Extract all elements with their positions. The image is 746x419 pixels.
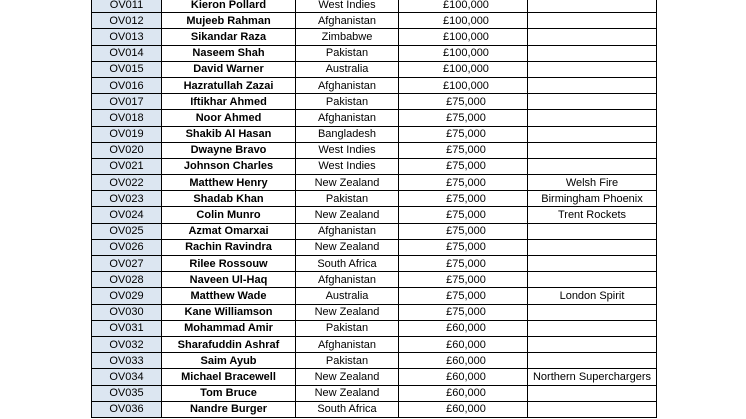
cell-player-id[interactable]: OV015	[92, 61, 162, 77]
cell-fee[interactable]: £100,000	[399, 61, 528, 77]
table-body	[92, 0, 657, 417]
cell-player-name[interactable]: Iftikhar Ahmed	[162, 94, 296, 110]
cell-team[interactable]	[528, 353, 657, 369]
cell-player-name[interactable]: Johnson Charles	[162, 158, 296, 174]
cell-player-id[interactable]: OV016	[92, 77, 162, 93]
cell-team[interactable]	[528, 304, 657, 320]
cell-player-id[interactable]: OV030	[92, 304, 162, 320]
cell-fee[interactable]: £60,000	[399, 385, 528, 401]
cell-player-name[interactable]: Azmat Omarxai	[162, 223, 296, 239]
cell-fee[interactable]: £60,000	[399, 353, 528, 369]
table-row	[92, 158, 657, 174]
cell-player-id[interactable]: OV036	[92, 401, 162, 417]
cell-team[interactable]	[528, 77, 657, 93]
cell-player-name[interactable]: Mujeeb Rahman	[162, 13, 296, 29]
cell-fee[interactable]: £75,000	[399, 223, 528, 239]
cell-player-id[interactable]: OV022	[92, 175, 162, 191]
cell-player-id[interactable]: OV032	[92, 336, 162, 352]
cell-team[interactable]	[528, 94, 657, 110]
cell-team[interactable]	[528, 256, 657, 272]
table-row	[92, 304, 657, 320]
cell-team[interactable]: Welsh Fire	[528, 175, 657, 191]
cell-player-id[interactable]: OV011	[92, 0, 162, 13]
cell-team[interactable]	[528, 110, 657, 126]
cell-team[interactable]: Trent Rockets	[528, 207, 657, 223]
table-row	[92, 223, 657, 239]
cell-fee[interactable]: £75,000	[399, 94, 528, 110]
cell-player-id[interactable]: OV018	[92, 110, 162, 126]
cell-fee[interactable]: £100,000	[399, 29, 528, 45]
table-row	[92, 239, 657, 255]
table-row	[92, 320, 657, 336]
table-row	[92, 94, 657, 110]
cell-fee[interactable]: £100,000	[399, 0, 528, 13]
cell-country[interactable]: Bangladesh	[296, 126, 399, 142]
cell-player-name[interactable]: Noor Ahmed	[162, 110, 296, 126]
cell-player-id[interactable]: OV035	[92, 385, 162, 401]
cell-country[interactable]: West Indies	[296, 158, 399, 174]
cell-player-name[interactable]: Kane Williamson	[162, 304, 296, 320]
cell-player-id[interactable]: OV023	[92, 191, 162, 207]
cell-fee[interactable]: £60,000	[399, 320, 528, 336]
cell-fee[interactable]: £60,000	[399, 336, 528, 352]
cell-team[interactable]	[528, 0, 657, 13]
cell-player-id[interactable]: OV017	[92, 94, 162, 110]
cell-player-name[interactable]: Rachin Ravindra	[162, 239, 296, 255]
cell-team[interactable]	[528, 142, 657, 158]
cell-fee[interactable]: £75,000	[399, 272, 528, 288]
cell-country[interactable]: Afghanistan	[296, 336, 399, 352]
table-row	[92, 256, 657, 272]
cell-player-name[interactable]: Sharafuddin Ashraf	[162, 336, 296, 352]
cell-player-name[interactable]: Sikandar Raza	[162, 29, 296, 45]
cell-country[interactable]: Zimbabwe	[296, 29, 399, 45]
cell-player-id[interactable]: OV028	[92, 272, 162, 288]
cell-player-id[interactable]: OV027	[92, 256, 162, 272]
table-row	[92, 336, 657, 352]
cell-fee[interactable]: £60,000	[399, 401, 528, 417]
cell-country[interactable]: Afghanistan	[296, 13, 399, 29]
table-row	[92, 191, 657, 207]
table-row	[92, 272, 657, 288]
cell-team[interactable]	[528, 239, 657, 255]
table-row	[92, 13, 657, 29]
table-row	[92, 385, 657, 401]
cell-country[interactable]: New Zealand	[296, 369, 399, 385]
cell-player-id[interactable]: OV014	[92, 45, 162, 61]
table-row	[92, 110, 657, 126]
cell-fee[interactable]: £75,000	[399, 126, 528, 142]
cell-player-id[interactable]: OV025	[92, 223, 162, 239]
cell-team[interactable]: London Spirit	[528, 288, 657, 304]
cell-player-name[interactable]: Michael Bracewell	[162, 369, 296, 385]
table-row	[92, 288, 657, 304]
cell-player-name[interactable]: Kieron Pollard	[162, 0, 296, 13]
cell-country[interactable]: Pakistan	[296, 353, 399, 369]
table-row	[92, 353, 657, 369]
cell-player-name[interactable]: Dwayne Bravo	[162, 142, 296, 158]
cell-fee[interactable]: £100,000	[399, 77, 528, 93]
table-row	[92, 0, 657, 13]
cell-country[interactable]: Afghanistan	[296, 272, 399, 288]
cell-player-id[interactable]: OV021	[92, 158, 162, 174]
cell-country[interactable]: New Zealand	[296, 239, 399, 255]
cell-player-id[interactable]: OV020	[92, 142, 162, 158]
cell-player-name[interactable]: Matthew Wade	[162, 288, 296, 304]
cell-team[interactable]	[528, 158, 657, 174]
cell-fee[interactable]: £75,000	[399, 256, 528, 272]
cell-team[interactable]	[528, 272, 657, 288]
cell-fee[interactable]: £75,000	[399, 288, 528, 304]
cell-country[interactable]: Afghanistan	[296, 77, 399, 93]
cell-fee[interactable]: £100,000	[399, 45, 528, 61]
cell-fee[interactable]: £100,000	[399, 13, 528, 29]
cell-player-name[interactable]: Hazratullah Zazai	[162, 77, 296, 93]
cell-country[interactable]: New Zealand	[296, 385, 399, 401]
cell-player-name[interactable]: Shakib Al Hasan	[162, 126, 296, 142]
cell-player-name[interactable]: Naveen Ul-Haq	[162, 272, 296, 288]
cell-player-id[interactable]: OV012	[92, 13, 162, 29]
cell-player-id[interactable]: OV024	[92, 207, 162, 223]
cell-team[interactable]	[528, 13, 657, 29]
cell-player-id[interactable]: OV026	[92, 239, 162, 255]
cell-country[interactable]: South Africa	[296, 401, 399, 417]
cell-team[interactable]	[528, 61, 657, 77]
cell-team[interactable]	[528, 45, 657, 61]
cell-player-name[interactable]: Matthew Henry	[162, 175, 296, 191]
cell-player-name[interactable]: Colin Munro	[162, 207, 296, 223]
table-row	[92, 401, 657, 417]
cell-player-name[interactable]: Mohammad Amir	[162, 320, 296, 336]
spreadsheet-table	[91, 0, 657, 418]
cell-player-id[interactable]: OV029	[92, 288, 162, 304]
cell-player-id[interactable]: OV034	[92, 369, 162, 385]
cell-team[interactable]: Northern Superchargers	[528, 369, 657, 385]
cell-fee[interactable]: £75,000	[399, 110, 528, 126]
table-row	[92, 77, 657, 93]
cell-country[interactable]: Afghanistan	[296, 223, 399, 239]
table-row	[92, 142, 657, 158]
cell-country[interactable]: New Zealand	[296, 304, 399, 320]
table-row	[92, 45, 657, 61]
cell-fee[interactable]: £75,000	[399, 142, 528, 158]
cell-fee[interactable]: £75,000	[399, 304, 528, 320]
table-row	[92, 369, 657, 385]
cell-team[interactable]	[528, 336, 657, 352]
cell-team[interactable]	[528, 223, 657, 239]
cell-team[interactable]	[528, 29, 657, 45]
cell-player-name[interactable]: Naseem Shah	[162, 45, 296, 61]
cell-country[interactable]: Australia	[296, 288, 399, 304]
cell-country[interactable]: New Zealand	[296, 207, 399, 223]
cell-player-id[interactable]: OV033	[92, 353, 162, 369]
cell-country[interactable]: South Africa	[296, 256, 399, 272]
table-row	[92, 29, 657, 45]
table-row	[92, 61, 657, 77]
cell-country[interactable]: Australia	[296, 61, 399, 77]
cell-player-name[interactable]: Tom Bruce	[162, 385, 296, 401]
cell-team[interactable]	[528, 385, 657, 401]
cell-fee[interactable]: £60,000	[399, 369, 528, 385]
cell-country[interactable]: Pakistan	[296, 320, 399, 336]
cell-player-name[interactable]: Shadab Khan	[162, 191, 296, 207]
table-row	[92, 207, 657, 223]
cell-fee[interactable]: £75,000	[399, 158, 528, 174]
cell-country[interactable]: New Zealand	[296, 175, 399, 191]
cell-player-id[interactable]: OV013	[92, 29, 162, 45]
cell-team[interactable]: Birmingham Phoenix	[528, 191, 657, 207]
table-row	[92, 175, 657, 191]
cell-team[interactable]	[528, 126, 657, 142]
cell-country[interactable]: Pakistan	[296, 94, 399, 110]
cell-team[interactable]	[528, 401, 657, 417]
cell-team[interactable]	[528, 320, 657, 336]
cell-country[interactable]: West Indies	[296, 142, 399, 158]
cell-player-name[interactable]: Rilee Rossouw	[162, 256, 296, 272]
cell-country[interactable]: Pakistan	[296, 191, 399, 207]
cell-country[interactable]: Afghanistan	[296, 110, 399, 126]
cell-fee[interactable]: £75,000	[399, 207, 528, 223]
cell-player-name[interactable]: David Warner	[162, 61, 296, 77]
cell-fee[interactable]: £75,000	[399, 239, 528, 255]
table-row	[92, 126, 657, 142]
cell-country[interactable]: West Indies	[296, 0, 399, 13]
cell-country[interactable]: Pakistan	[296, 45, 399, 61]
cell-fee[interactable]: £75,000	[399, 191, 528, 207]
cell-player-id[interactable]: OV019	[92, 126, 162, 142]
cell-player-name[interactable]: Saim Ayub	[162, 353, 296, 369]
cell-player-name[interactable]: Nandre Burger	[162, 401, 296, 417]
cell-player-id[interactable]: OV031	[92, 320, 162, 336]
cell-fee[interactable]: £75,000	[399, 175, 528, 191]
